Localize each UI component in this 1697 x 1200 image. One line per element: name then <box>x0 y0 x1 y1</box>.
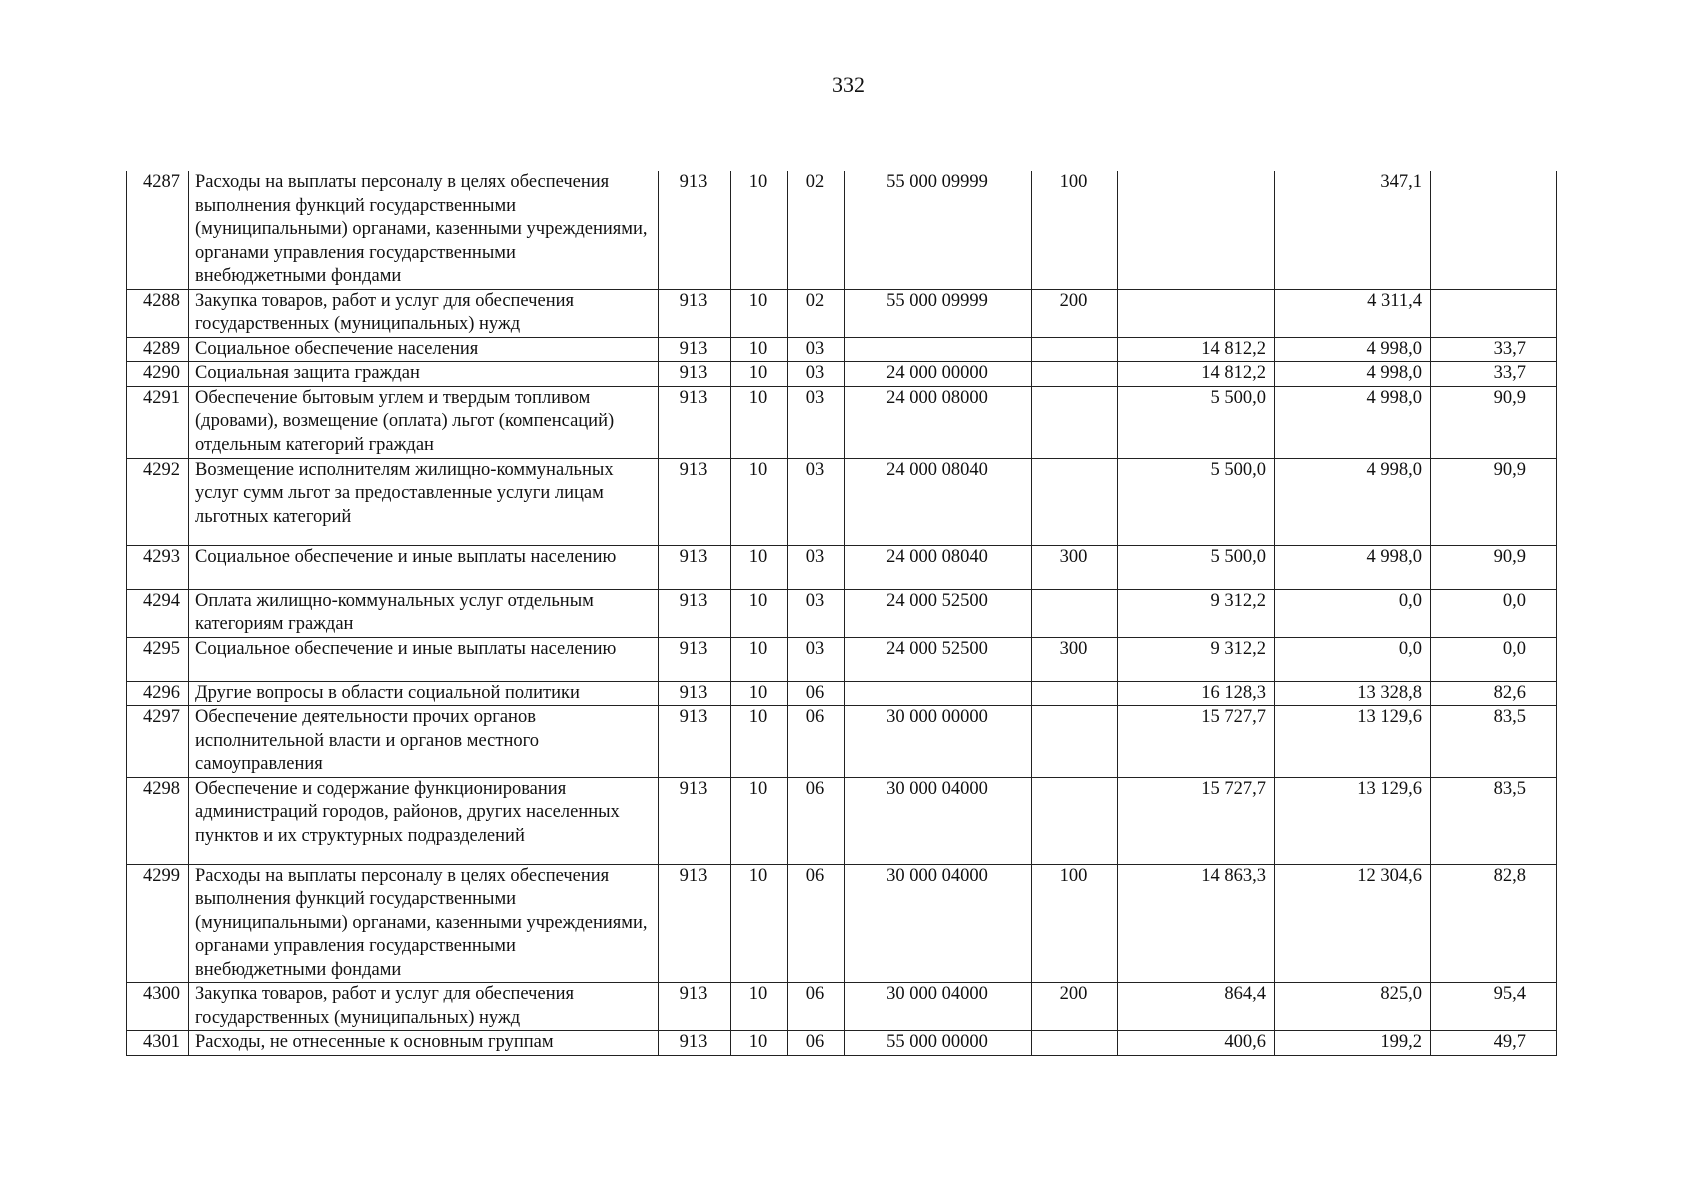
planned-amount-cell: 9 312,2 <box>1118 589 1275 637</box>
target-article-cell: 30 000 04000 <box>845 777 1032 864</box>
subsection-code-cell: 06 <box>788 777 845 864</box>
target-article-cell: 24 000 08040 <box>845 458 1032 545</box>
actual-amount-cell: 4 311,4 <box>1275 289 1431 337</box>
row-name-cell: Закупка товаров, работ и услуг для обеспечения государственных (муниципальных) нужд <box>189 983 659 1031</box>
target-article-cell: 55 000 00000 <box>845 1031 1032 1056</box>
subsection-code-cell: 02 <box>788 171 845 289</box>
target-article-cell <box>845 337 1032 362</box>
ved-code-cell: 913 <box>659 777 731 864</box>
row-number-cell: 4295 <box>127 637 189 681</box>
actual-amount-cell: 825,0 <box>1275 983 1431 1031</box>
row-name-cell: Социальная защита граждан <box>189 362 659 387</box>
planned-amount-cell: 14 812,2 <box>1118 362 1275 387</box>
ved-code-cell: 913 <box>659 983 731 1031</box>
actual-amount-cell: 4 998,0 <box>1275 386 1431 458</box>
actual-amount-cell: 12 304,6 <box>1275 864 1431 983</box>
row-name-cell: Расходы, не отнесенные к основным группам <box>189 1031 659 1056</box>
target-article-cell <box>845 681 1032 706</box>
planned-amount-cell: 14 812,2 <box>1118 337 1275 362</box>
execution-percent-cell: 0,0 <box>1431 589 1557 637</box>
expense-type-cell <box>1032 589 1118 637</box>
expense-type-cell: 200 <box>1032 983 1118 1031</box>
row-number-cell: 4293 <box>127 545 189 589</box>
row-number-cell: 4297 <box>127 706 189 778</box>
section-code-cell: 10 <box>731 637 788 681</box>
table-row <box>127 386 1557 458</box>
row-name-cell: Социальное обеспечение и иные выплаты населению <box>189 545 659 589</box>
table-row <box>127 706 1557 778</box>
page-number: 332 <box>832 72 865 97</box>
ved-code-cell: 913 <box>659 337 731 362</box>
subsection-code-cell: 06 <box>788 864 845 983</box>
planned-amount-cell: 400,6 <box>1118 1031 1275 1056</box>
ved-code-cell: 913 <box>659 362 731 387</box>
budget-table <box>126 171 1557 1056</box>
execution-percent-cell: 49,7 <box>1431 1031 1557 1056</box>
table-row <box>127 289 1557 337</box>
planned-amount-cell: 864,4 <box>1118 983 1275 1031</box>
ved-code-cell: 913 <box>659 637 731 681</box>
execution-percent-cell: 82,8 <box>1431 864 1557 983</box>
actual-amount-cell: 199,2 <box>1275 1031 1431 1056</box>
ved-code-cell: 913 <box>659 589 731 637</box>
execution-percent-cell <box>1431 171 1557 289</box>
table-row <box>127 337 1557 362</box>
table-row <box>127 1031 1557 1056</box>
planned-amount-cell: 14 863,3 <box>1118 864 1275 983</box>
row-number-cell: 4300 <box>127 983 189 1031</box>
section-code-cell: 10 <box>731 362 788 387</box>
execution-percent-cell: 90,9 <box>1431 458 1557 545</box>
planned-amount-cell: 5 500,0 <box>1118 458 1275 545</box>
table-row <box>127 545 1557 589</box>
table-row <box>127 362 1557 387</box>
execution-percent-cell: 0,0 <box>1431 637 1557 681</box>
ved-code-cell: 913 <box>659 1031 731 1056</box>
expense-type-cell: 100 <box>1032 864 1118 983</box>
target-article-cell: 30 000 04000 <box>845 864 1032 983</box>
row-name-cell: Обеспечение и содержание функционирования администраций городов, районов, других населенных пунктов и их структурных подразделений <box>189 777 659 864</box>
table-row <box>127 589 1557 637</box>
subsection-code-cell: 03 <box>788 386 845 458</box>
row-name-cell: Другие вопросы в области социальной политики <box>189 681 659 706</box>
target-article-cell: 30 000 04000 <box>845 983 1032 1031</box>
table-body <box>127 171 1557 1055</box>
actual-amount-cell: 4 998,0 <box>1275 545 1431 589</box>
row-name-cell: Обеспечение бытовым углем и твердым топливом (дровами), возмещение (оплата) льгот (компенсаций) отдельным категорий граждан <box>189 386 659 458</box>
row-number-cell: 4301 <box>127 1031 189 1056</box>
section-code-cell: 10 <box>731 458 788 545</box>
subsection-code-cell: 06 <box>788 706 845 778</box>
section-code-cell: 10 <box>731 337 788 362</box>
table-row <box>127 777 1557 864</box>
table-row <box>127 637 1557 681</box>
target-article-cell: 24 000 08000 <box>845 386 1032 458</box>
target-article-cell: 30 000 00000 <box>845 706 1032 778</box>
ved-code-cell: 913 <box>659 386 731 458</box>
target-article-cell: 24 000 00000 <box>845 362 1032 387</box>
planned-amount-cell <box>1118 171 1275 289</box>
execution-percent-cell: 82,6 <box>1431 681 1557 706</box>
planned-amount-cell: 9 312,2 <box>1118 637 1275 681</box>
row-name-cell: Возмещение исполнителям жилищно-коммунальных услуг сумм льгот за предоставленные услуги лицам льготных категорий <box>189 458 659 545</box>
row-number-cell: 4287 <box>127 171 189 289</box>
row-name-cell: Социальное обеспечение населения <box>189 337 659 362</box>
section-code-cell: 10 <box>731 983 788 1031</box>
subsection-code-cell: 06 <box>788 681 845 706</box>
row-number-cell: 4290 <box>127 362 189 387</box>
expense-type-cell: 300 <box>1032 637 1118 681</box>
row-number-cell: 4299 <box>127 864 189 983</box>
actual-amount-cell: 347,1 <box>1275 171 1431 289</box>
section-code-cell: 10 <box>731 864 788 983</box>
subsection-code-cell: 03 <box>788 337 845 362</box>
execution-percent-cell: 90,9 <box>1431 386 1557 458</box>
subsection-code-cell: 03 <box>788 637 845 681</box>
section-code-cell: 10 <box>731 289 788 337</box>
expense-type-cell <box>1032 777 1118 864</box>
expense-type-cell <box>1032 337 1118 362</box>
planned-amount-cell: 16 128,3 <box>1118 681 1275 706</box>
table-row <box>127 171 1557 289</box>
execution-percent-cell <box>1431 289 1557 337</box>
actual-amount-cell: 4 998,0 <box>1275 362 1431 387</box>
expense-type-cell <box>1032 362 1118 387</box>
target-article-cell: 24 000 52500 <box>845 589 1032 637</box>
expense-type-cell <box>1032 458 1118 545</box>
target-article-cell: 55 000 09999 <box>845 289 1032 337</box>
section-code-cell: 10 <box>731 386 788 458</box>
execution-percent-cell: 83,5 <box>1431 706 1557 778</box>
table-row <box>127 983 1557 1031</box>
expense-type-cell <box>1032 706 1118 778</box>
row-name-cell: Закупка товаров, работ и услуг для обеспечения государственных (муниципальных) нужд <box>189 289 659 337</box>
section-code-cell: 10 <box>731 1031 788 1056</box>
actual-amount-cell: 4 998,0 <box>1275 458 1431 545</box>
table-row <box>127 458 1557 545</box>
section-code-cell: 10 <box>731 706 788 778</box>
subsection-code-cell: 03 <box>788 362 845 387</box>
table-row <box>127 864 1557 983</box>
expense-type-cell <box>1032 1031 1118 1056</box>
section-code-cell: 10 <box>731 171 788 289</box>
expense-type-cell: 300 <box>1032 545 1118 589</box>
actual-amount-cell: 13 129,6 <box>1275 777 1431 864</box>
ved-code-cell: 913 <box>659 289 731 337</box>
target-article-cell: 24 000 08040 <box>845 545 1032 589</box>
row-number-cell: 4294 <box>127 589 189 637</box>
section-code-cell: 10 <box>731 777 788 864</box>
target-article-cell: 24 000 52500 <box>845 637 1032 681</box>
actual-amount-cell: 13 328,8 <box>1275 681 1431 706</box>
execution-percent-cell: 33,7 <box>1431 337 1557 362</box>
ved-code-cell: 913 <box>659 545 731 589</box>
actual-amount-cell: 0,0 <box>1275 589 1431 637</box>
row-name-cell: Расходы на выплаты персоналу в целях обеспечения выполнения функций государственными (муниципальными) органами, казенными учреждениями, органами управления государственными внебюджетными фондами <box>189 864 659 983</box>
execution-percent-cell: 33,7 <box>1431 362 1557 387</box>
expense-type-cell: 100 <box>1032 171 1118 289</box>
subsection-code-cell: 03 <box>788 589 845 637</box>
expense-type-cell: 200 <box>1032 289 1118 337</box>
ved-code-cell: 913 <box>659 706 731 778</box>
row-number-cell: 4291 <box>127 386 189 458</box>
planned-amount-cell <box>1118 289 1275 337</box>
subsection-code-cell: 03 <box>788 545 845 589</box>
expense-type-cell <box>1032 681 1118 706</box>
subsection-code-cell: 03 <box>788 458 845 545</box>
planned-amount-cell: 5 500,0 <box>1118 386 1275 458</box>
expense-type-cell <box>1032 386 1118 458</box>
row-number-cell: 4289 <box>127 337 189 362</box>
row-name-cell: Расходы на выплаты персоналу в целях обеспечения выполнения функций государственными (муниципальными) органами, казенными учреждениями, органами управления государственными внебюджетными фондами <box>189 171 659 289</box>
target-article-cell: 55 000 09999 <box>845 171 1032 289</box>
execution-percent-cell: 95,4 <box>1431 983 1557 1031</box>
row-name-cell: Обеспечение деятельности прочих органов исполнительной власти и органов местного самоуправления <box>189 706 659 778</box>
section-code-cell: 10 <box>731 545 788 589</box>
ved-code-cell: 913 <box>659 458 731 545</box>
subsection-code-cell: 06 <box>788 1031 845 1056</box>
planned-amount-cell: 15 727,7 <box>1118 777 1275 864</box>
subsection-code-cell: 02 <box>788 289 845 337</box>
actual-amount-cell: 13 129,6 <box>1275 706 1431 778</box>
ved-code-cell: 913 <box>659 864 731 983</box>
planned-amount-cell: 5 500,0 <box>1118 545 1275 589</box>
table-row <box>127 681 1557 706</box>
section-code-cell: 10 <box>731 589 788 637</box>
execution-percent-cell: 90,9 <box>1431 545 1557 589</box>
subsection-code-cell: 06 <box>788 983 845 1031</box>
row-number-cell: 4296 <box>127 681 189 706</box>
execution-percent-cell: 83,5 <box>1431 777 1557 864</box>
ved-code-cell: 913 <box>659 681 731 706</box>
actual-amount-cell: 0,0 <box>1275 637 1431 681</box>
ved-code-cell: 913 <box>659 171 731 289</box>
actual-amount-cell: 4 998,0 <box>1275 337 1431 362</box>
section-code-cell: 10 <box>731 681 788 706</box>
row-number-cell: 4298 <box>127 777 189 864</box>
row-number-cell: 4292 <box>127 458 189 545</box>
row-number-cell: 4288 <box>127 289 189 337</box>
row-name-cell: Оплата жилищно-коммунальных услуг отдельным категориям граждан <box>189 589 659 637</box>
planned-amount-cell: 15 727,7 <box>1118 706 1275 778</box>
row-name-cell: Социальное обеспечение и иные выплаты населению <box>189 637 659 681</box>
